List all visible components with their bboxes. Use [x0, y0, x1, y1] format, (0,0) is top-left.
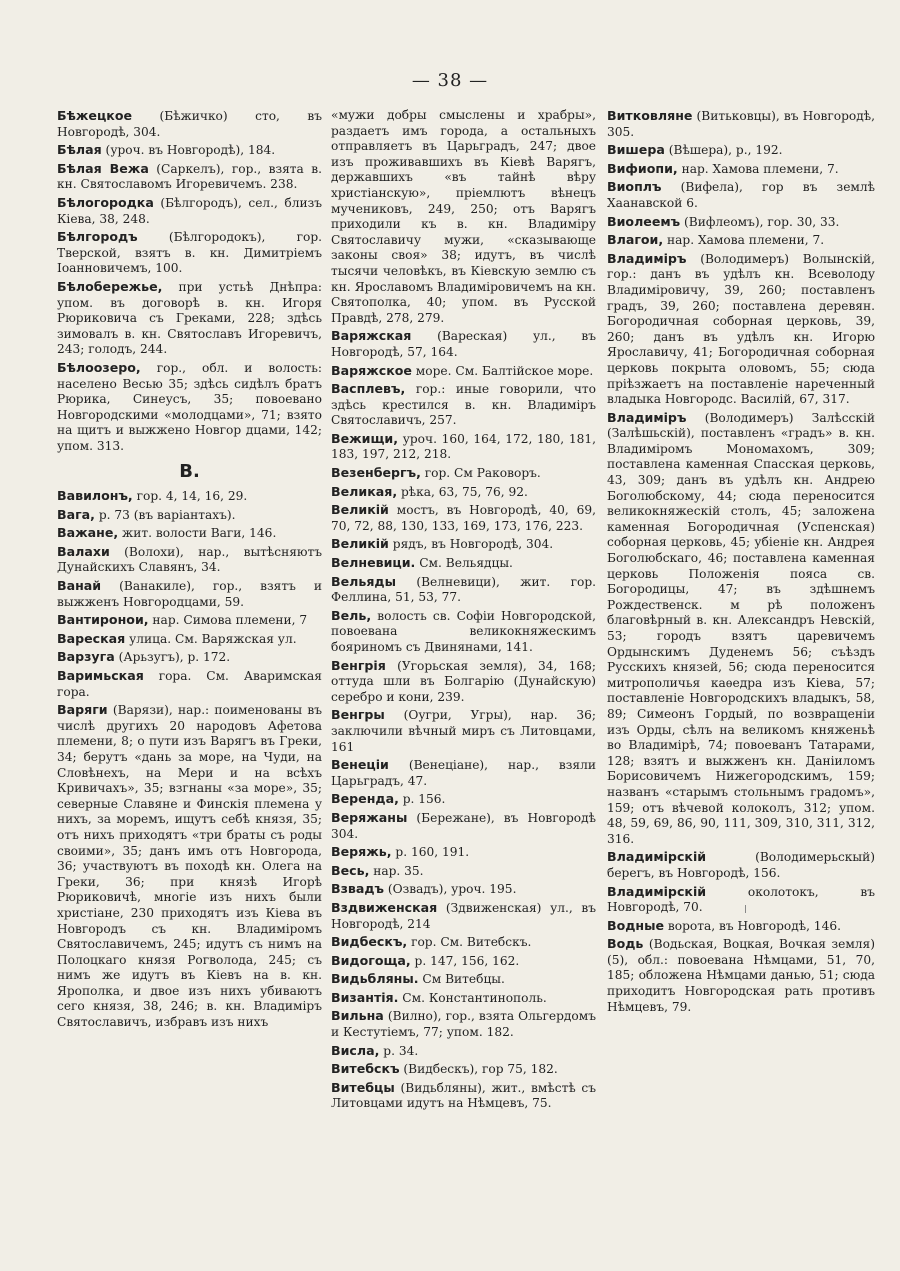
headword: Вантиронои,	[57, 612, 149, 628]
index-entry	[331, 502, 596, 534]
headword: Вавилонъ,	[57, 488, 133, 504]
headword: Бѣлая Вежа	[57, 160, 149, 176]
entry-text: (Бѣлгородъ), сел., близъ Кіева, 38, 248.	[57, 195, 322, 226]
headword: Ванай	[57, 578, 102, 594]
headword: Важане,	[57, 525, 119, 541]
entry-text: (Видьбляны), жит., вмѣстѣ съ Литовцами идутъ на Нѣмцевъ, 75.	[331, 1080, 596, 1111]
index-entry	[331, 328, 596, 360]
index-entry	[331, 381, 596, 429]
entry-text: (Водьская, Воцкая, Вочкая земля) (5), обл.: повоевана Нѣмцами, 51, 70, 185; обложена Нѣмцами данью, 51; сюда приходитъ Новгородская рать противъ Нѣмцевъ, 79.	[607, 937, 875, 1014]
entry-text: нар. Хамова племени, 7.	[677, 161, 839, 176]
index-entry	[331, 791, 596, 808]
headword: Вежищи,	[331, 430, 399, 446]
index-entry	[331, 465, 596, 482]
index-entry	[57, 161, 322, 193]
headword: Бѣлгородъ	[57, 229, 138, 245]
entry-text: (Озвадъ), уроч. 195.	[384, 882, 517, 897]
index-entry	[607, 142, 875, 159]
headword: Византія.	[331, 989, 399, 1005]
headword: Весь,	[331, 862, 370, 878]
index-entry	[331, 900, 596, 932]
headword: Вишера	[607, 142, 665, 158]
entry-text: уроч. 160, 164, 172, 180, 181, 183, 197, 212, 218.	[331, 431, 596, 462]
headword: Владиміръ	[607, 409, 687, 425]
index-entry	[331, 934, 596, 951]
entry-text: ворота, въ Новгородѣ, 146.	[664, 918, 841, 933]
headword: Владимірскій	[607, 883, 707, 899]
entry-text: (Вифлеомъ), гор. 30, 33.	[680, 214, 840, 229]
headword: Вель,	[331, 607, 372, 623]
index-entry	[57, 507, 322, 524]
entry-text: гор. См. Витебскъ.	[407, 935, 532, 950]
index-entry	[57, 279, 322, 358]
headword: Валахи	[57, 543, 110, 559]
index-entry	[607, 232, 875, 249]
entry-text: гора. См. Аваримская гора.	[57, 669, 322, 699]
entry-text: (Волохи), нар., вытѣсняютъ Дунайскихъ Славянъ, 34.	[57, 544, 322, 575]
index-entry	[331, 1080, 596, 1112]
headword: Водные	[607, 917, 665, 933]
index-entry	[331, 536, 596, 553]
headword: Везенбергъ,	[331, 465, 421, 481]
headword: Вельяды	[331, 573, 396, 589]
index-entry	[57, 612, 322, 629]
entry-text: (уроч. въ Новгородѣ), 184.	[101, 143, 276, 158]
index-entry	[331, 431, 596, 463]
entry-text: гор., обл. и волость: населено Весью 35; здѣсь сидѣлъ братъ Рюрика, Синеусъ, 35; повоевано Новгородскими «молодцами», 71; взято на щитъ и выжжено Новгор дцами, 142; упом. 313.	[57, 360, 322, 453]
index-entry	[57, 229, 322, 277]
index-entry	[607, 849, 875, 881]
entry-text: (Вареская) ул., въ Новгородѣ, 57, 164.	[331, 329, 596, 359]
entry-text: гор. См Раковоръ.	[420, 466, 541, 481]
headword: Витебцы	[331, 1079, 395, 1095]
index-entry	[331, 810, 596, 842]
entry-text: рѣка, 63, 75, 76, 92.	[397, 484, 528, 499]
entry-text: (Вѣшера), р., 192.	[664, 143, 783, 158]
entry-text: (Арьзугъ), р. 172.	[114, 650, 231, 665]
index-entry	[57, 108, 322, 140]
entry-text: См. Вельядцы.	[415, 556, 513, 571]
headword: Бѣлая	[57, 142, 102, 158]
entry-text: (Оугри, Угры), нар. 36; заключили вѣчный миръ съ Литовцами, 161	[331, 708, 596, 754]
entry-text: нар. Симова племени, 7	[148, 613, 308, 628]
entry-text: мостъ, въ Новгородѣ, 40, 69, 70, 72, 88, 130, 133, 169, 173, 176, 223.	[331, 503, 596, 533]
headword: Видьбляны.	[331, 971, 419, 987]
index-entry	[57, 525, 322, 542]
index-entry	[331, 1061, 596, 1078]
headword: Бѣлобережье,	[57, 278, 163, 294]
headword: Видбескъ,	[331, 934, 408, 950]
continued-entry-text: «мужи добры смыслены и храбры», раздаетъ имъ города, а остальныхъ отправляетъ въ Царьградъ, 247; двое изъ проживавшихъ въ Кіевѣ Варягъ, державшихъ «въ тайнѣ вѣру христіанскую», пріемлютъ вѣнецъ мучениковъ, 249, 250; отъ Варягъ приходили къ в. кн. Владиміру Святославичу мужи, «сказывающе законы своя» 38; идутъ, въ числѣ тысячи человѣкъ, въ Кіевскую землю съ кн. Ярославомъ Владиміровичемъ на кн. Святополка, 40; упом. въ Русской Правдѣ, 278, 279.	[331, 108, 596, 325]
index-entry	[607, 410, 875, 848]
headword: Водь	[607, 936, 644, 952]
index-entry	[331, 844, 596, 861]
index-entry	[57, 360, 322, 455]
index-entry	[607, 179, 875, 211]
index-entry	[331, 881, 596, 898]
headword: Венгрія	[331, 657, 386, 673]
index-entry	[57, 649, 322, 666]
headword: Венгры	[331, 707, 385, 723]
index-entry	[57, 142, 322, 159]
entry-text: (Володимерьскый) берегъ, въ Новгородѣ, 156.	[607, 850, 875, 880]
index-entry	[57, 631, 322, 648]
headword: Бѣлогородка	[57, 194, 154, 210]
headword: Великій	[331, 536, 389, 552]
entry-text: рядъ, въ Новгородѣ, 304.	[388, 537, 554, 552]
headword: Великій	[331, 502, 389, 518]
headword: Виоплъ	[607, 179, 662, 195]
section-letter: В.	[179, 461, 200, 483]
headword: Витковляне	[607, 108, 693, 123]
headword: Вильна	[331, 1008, 384, 1024]
entry-text: (Вифела), гор въ землѣ Хаанавской 6.	[607, 180, 875, 210]
entry-text: (Бережане), въ Новгородѣ 304.	[331, 810, 596, 841]
entry-text: (Бѣлгородокъ), гор. Тверской, взятъ в. кн. Димитріемъ Іоанновичемъ, 100.	[57, 230, 322, 276]
entry-text: море. См. Балтійское море.	[411, 363, 594, 378]
index-entry	[331, 1043, 596, 1060]
headword: Взвадъ	[331, 881, 385, 897]
headword: Веряжаны	[331, 809, 408, 825]
entry-text: (Видбескъ), гор 75, 182.	[399, 1062, 558, 1077]
entry-text: гор. 4, 14, 16, 29.	[132, 489, 248, 504]
index-entry	[331, 757, 596, 789]
headword: Варимьская	[57, 668, 144, 683]
entry-text: (Угорьская земля), 34, 168; оттуда шли въ Болгарію (Дунайскую) серебро и кони, 239.	[331, 658, 596, 704]
entry-text: (Велневици), жит. гор. Феллина, 51, 53, 77.	[331, 574, 596, 605]
headword: Велневици.	[331, 555, 416, 571]
page-number: — 38 —	[411, 70, 489, 91]
entry-text: нар. Хамова племени, 7.	[663, 233, 825, 248]
entry-text: См Витебцы.	[418, 972, 505, 987]
headword: Вареская	[57, 630, 126, 646]
index-entry	[331, 608, 596, 656]
headword: Вздвиженская	[331, 899, 438, 915]
headword: Веренда,	[331, 791, 399, 807]
entry-text: р. 160, 191.	[391, 845, 470, 860]
index-entry	[57, 488, 322, 505]
index-entry	[331, 990, 596, 1007]
entry-text: (Володимеръ) Залѣсскій (Залѣшьскій), поставленъ «градъ» в. кн. Владиміромъ Мономахомъ, 309; поставлена каменная Спасская церковь, 43, 309; данъ въ удѣлъ кн. Андрею Боголюбскому, 44; сюда переносится великокняжескій столъ, 45; заложена каменная Богородичная (Успенская) соборная церковь, 45; убіеніе кн. Андрея Боголюбскаго, 46; поставлена каменная церковь Положенія пояса св. Богородицы, 47; въ здѣшнемъ Рождественск. м рѣ положенъ благовѣрный в. кн. Александръ Невскій, 53; городъ взятъ царевичемъ Ордынскимъ Дуденемъ 56; съѣздъ Русскихъ князей, 56; сюда переносится митрополичья каѳедра изъ Кіева, 57; поставленіе Новгородскихъ владыкъ, 58, 89; Симеонъ Гордый, по возвращеніи изъ Орды, сѣлъ на великомъ княженьѣ во Владимірѣ, 74; повоеванъ Татарами, 128; взятъ и выжженъ кн. Даніиломъ Борисовичемъ Нижегородскимъ, 159; названъ «старымъ стольнымъ градомъ», 159; отъ вѣчевой колоколъ, 312; упом. 48, 59, 69, 86, 90, 111, 309, 310, 311, 312, 316.	[607, 410, 875, 846]
headword: Владимірскій	[607, 849, 707, 865]
entry-text: (Бѣжичко) сто, въ Новгородѣ, 304.	[57, 109, 322, 139]
entry-text: при устьѣ Днѣпра: упом. въ договорѣ в. кн. Игоря Рюриковича съ Греками, 228; здѣсь зимовалъ в. кн. Святославъ Игоревичъ, 243; голодъ, 244.	[57, 279, 322, 357]
entry-text: р. 156.	[398, 792, 446, 807]
index-entry	[331, 484, 596, 501]
entry-text: нар. 35.	[369, 863, 424, 878]
headword: Варяжская	[331, 328, 412, 344]
index-entry	[331, 555, 596, 572]
entry-text: волость св. Софіи Новгородской, повоевана великокняжескимъ бояриномъ съ Двинянами, 141.	[331, 608, 596, 654]
headword: Вага,	[57, 506, 95, 522]
headword: Владиміръ	[607, 250, 687, 266]
headword: Видогоща,	[331, 952, 411, 968]
headword: Варзуга	[57, 649, 115, 665]
headword: Венеціи	[331, 757, 389, 773]
index-entry	[331, 1008, 596, 1040]
index-entry	[331, 707, 596, 755]
headword: Бѣжецкое	[57, 108, 133, 123]
index-entry	[57, 668, 322, 700]
headword: Бѣлоозеро,	[57, 359, 141, 375]
index-entry	[607, 161, 875, 178]
column-left	[57, 108, 322, 1033]
column-right	[607, 108, 875, 1017]
index-entry	[331, 658, 596, 706]
headword: Вифиопи,	[607, 160, 678, 176]
entry-text: р. 147, 156, 162.	[410, 953, 520, 968]
headword: Виолеемъ	[607, 213, 681, 229]
headword: Влагои,	[607, 232, 664, 248]
headword: Варяги	[57, 702, 108, 718]
index-entry	[57, 195, 322, 227]
index-entry	[331, 953, 596, 970]
index-entry	[607, 918, 875, 935]
index-entry	[331, 363, 596, 380]
entry-text: (Саркелъ), гор., взята в. кн. Святославомъ Игоревичемъ. 238.	[57, 161, 323, 192]
entry-text: (Вилно), гор., взята Ольгердомъ и Кестутіемъ, 77; упом. 182.	[331, 1009, 596, 1040]
entry-text: (Варязи), нар.: поименованы въ числѣ другихъ 20 народовъ Афетова племени, 8; о пути изъ Варягъ въ Греки, 34; берутъ «дань за море, на Чуди, на Словѣнехъ, на Мери и на всѣхъ Кривичахъ», 35; взгнаны «за море», 35; северные Славяне и Финскія племена у нихъ, за моремъ, ищутъ себѣ князя, 35; отъ нихъ приходятъ «три браты съ роды своими», 35; данъ имъ отъ Новгорода, 36; участвуютъ въ походѣ кн. Олега на Греки, 36; при князѣ Игорѣ Рюриковичѣ, многіе изъ нихъ были христіане, 230 приходятъ изъ Кіева въ Новгородъ съ кн. Владиміромъ Святославичемъ, 245; идутъ съ нимъ на Полоцкаго князя Рогволода, 245; съ нимъ же идутъ въ Кіевъ на в. кн. Ярополка, и двое изъ нихъ убиваютъ сего князя, 38, 246; в. кн. Владиміръ Святославичъ, избравъ изъ нихъ	[57, 703, 322, 1030]
column-middle	[331, 108, 596, 1114]
index-entry	[57, 578, 322, 610]
headword: Висла,	[331, 1042, 380, 1058]
margin-mark	[745, 905, 746, 913]
headword: Варяжское	[331, 362, 412, 378]
headword: Васплевъ,	[331, 381, 406, 397]
headword: Великая,	[331, 483, 398, 499]
entry-text: См. Константинополь.	[398, 990, 547, 1005]
headword: Веряжь,	[331, 844, 392, 860]
index-entry	[607, 214, 875, 231]
index-entry	[331, 863, 596, 880]
index-entry	[607, 884, 875, 916]
entry-text: (Володимеръ) Волынскій, гор.: данъ въ удѣлъ кн. Всеволоду Владиміровичу, 39, 260; поставленъ градъ, 39, 260; поставлена деревян. Богородичная соборная церковь, 39, 260; данъ въ удѣлъ кн. Игорю Ярославичу, 41; Богородичная соборная церковь покрыта оловомъ, 55; сюда пріѣзжаетъ на поставленіе нареченный владыка Новгородс. Василій, 67, 317.	[607, 251, 875, 407]
entry-text: (Витьковцы), въ Новгородѣ, 305.	[607, 109, 875, 139]
entry-text: (Здвиженская) ул., въ Новгородѣ, 214	[331, 900, 596, 931]
entry-text: гор.: иные говорили, что здѣсь крестился в. кн. Владиміръ Святославичъ, 257.	[331, 382, 596, 428]
entry-text: р. 73 (въ варіантахъ).	[94, 507, 236, 522]
index-entry	[57, 544, 322, 576]
entry-text: (Ванакиле), гор., взятъ и выжженъ Новгородцами, 59.	[57, 579, 322, 609]
entry-text: околотокъ, въ Новгородѣ, 70.	[607, 884, 875, 915]
headword: Витебскъ	[331, 1061, 400, 1077]
index-entry	[607, 936, 875, 1015]
index-entry	[57, 702, 322, 1030]
entry-text: р. 34.	[379, 1043, 419, 1058]
index-entry	[607, 251, 875, 408]
entry-text: жит. волости Ваги, 146.	[118, 526, 277, 541]
entry-text: улица. См. Варяжская ул.	[125, 631, 297, 646]
index-entry	[331, 574, 596, 606]
entry-text: (Венеціане), нар., взяли Царьградъ, 47.	[331, 758, 596, 788]
index-entry	[331, 971, 596, 988]
index-entry	[607, 108, 875, 140]
